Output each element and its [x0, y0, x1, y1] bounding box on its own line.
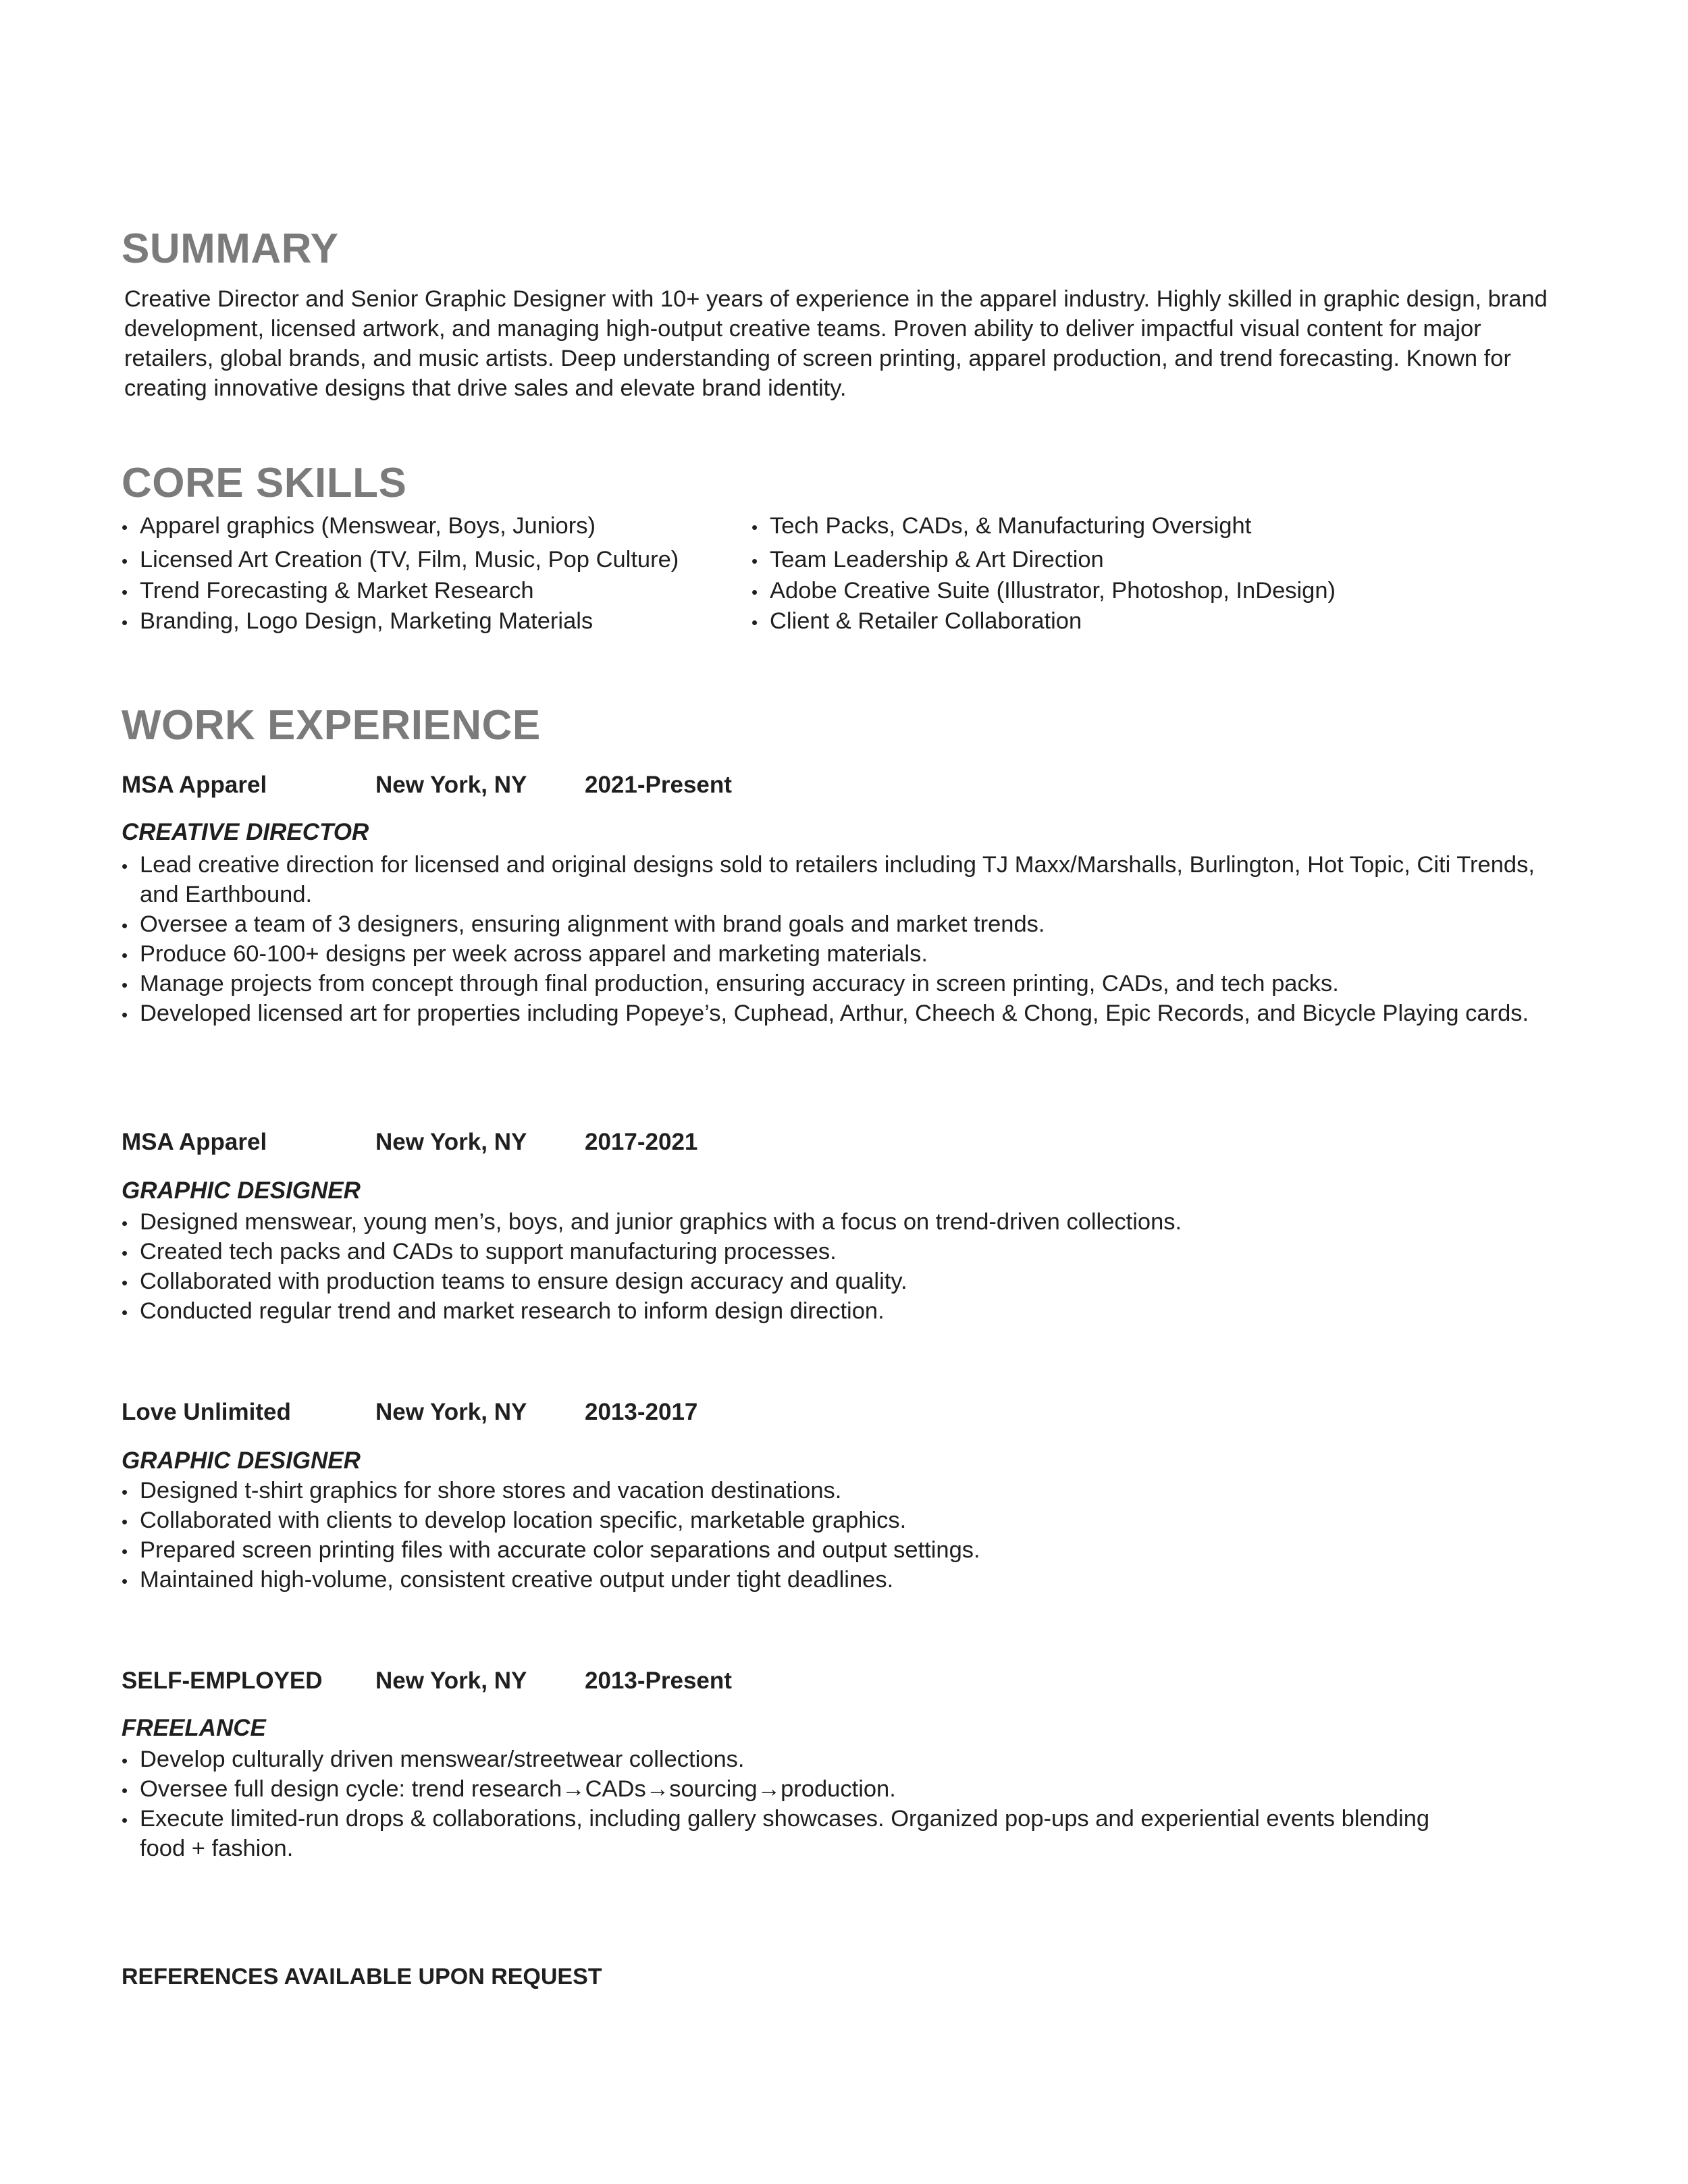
- job-dates: 2013-2017: [585, 1399, 698, 1425]
- job-header: [122, 1397, 1580, 1427]
- bullet-item: • Conducted regular trend and market research to inform design direction.: [122, 1296, 1580, 1326]
- bullet-item: • Designed t-shirt graphics for shore stores and vacation destinations.: [122, 1476, 1580, 1506]
- skill-item: • Trend Forecasting & Market Research: [122, 576, 534, 606]
- bullet-item: • Develop culturally driven menswear/streetwear collections.: [122, 1744, 1445, 1774]
- company-name: Love Unlimited: [122, 1399, 291, 1425]
- references-note: REFERENCES AVAILABLE UPON REQUEST: [122, 1964, 602, 1990]
- skill-item: • Tech Packs, CADs, & Manufacturing Oversight: [751, 511, 1251, 541]
- job-dates: 2013-Present: [585, 1668, 732, 1694]
- job-title: GRAPHIC DESIGNER: [122, 1447, 361, 1474]
- job-dates: 2021-Present: [585, 772, 732, 798]
- bullet-item: • Produce 60-100+ designs per week across apparel and marketing materials.: [122, 939, 1580, 969]
- bullet-item: • Designed menswear, young men’s, boys, and junior graphics with a focus on trend-driven collections.: [122, 1207, 1580, 1237]
- bullet-item: • Maintained high-volume, consistent creative output under tight deadlines.: [122, 1565, 1580, 1595]
- job-bullets: [122, 1476, 1580, 1595]
- company-name: MSA Apparel: [122, 1129, 267, 1155]
- job-title: GRAPHIC DESIGNER: [122, 1177, 361, 1204]
- bullet-item: • Developed licensed art for properties including Popeye’s, Cuphead, Arthur, Cheech & Chong, Epic Records, and Bicycle Playing cards.: [122, 998, 1580, 1028]
- company-name: MSA Apparel: [122, 772, 267, 798]
- skill-item: • Apparel graphics (Menswear, Boys, Juniors): [122, 511, 596, 541]
- job-entry: [122, 1666, 1580, 1861]
- job-dates: 2017-2021: [585, 1129, 698, 1155]
- bullet-item: • Collaborated with clients to develop location specific, marketable graphics.: [122, 1506, 1580, 1535]
- job-title: FREELANCE: [122, 1715, 266, 1741]
- company-name: SELF-EMPLOYED: [122, 1668, 323, 1694]
- job-header: [122, 770, 1580, 800]
- bullet-item: • Manage projects from concept through final production, ensuring accuracy in screen printing, CADs, and tech packs.: [122, 969, 1580, 998]
- job-entry: [122, 1127, 1580, 1324]
- bullet-item: • Lead creative direction for licensed and original designs sold to retailers including TJ Maxx/Marshalls, Burlington, Hot Topic, Citi Trends, and Earthbound.: [122, 850, 1580, 909]
- job-location: New York, NY: [375, 1668, 527, 1694]
- bullet-item: • Created tech packs and CADs to support manufacturing processes.: [122, 1237, 1580, 1267]
- job-title: CREATIVE DIRECTOR: [122, 819, 369, 845]
- core-skills-heading: CORE SKILLS: [122, 460, 407, 506]
- skill-item: • Adobe Creative Suite (Illustrator, Photoshop, InDesign): [751, 576, 1336, 606]
- job-location: New York, NY: [375, 1399, 527, 1425]
- skill-item: • Branding, Logo Design, Marketing Materials: [122, 606, 593, 636]
- job-entry: [122, 1397, 1580, 1593]
- job-bullets: [122, 1207, 1580, 1326]
- job-header: [122, 1666, 1580, 1696]
- summary-text: Creative Director and Senior Graphic Designer with 10+ years of experience in the apparel industry. Highly skilled in graphic design, brand development, licensed artwork, and managing high-output creative teams. Proven ability to deliver impactful visual content for major retailers, global brands, and music artists. Deep understanding of screen printing, apparel production, and trend forecasting. Known for creating innovative designs that drive sales and elevate brand identity.: [124, 286, 1548, 401]
- job-location: New York, NY: [375, 772, 527, 798]
- bullet-item: • Oversee full design cycle: trend research→CADs→sourcing→production.: [122, 1774, 1445, 1804]
- job-bullets: [122, 1744, 1445, 1863]
- bullet-item: • Oversee a team of 3 designers, ensuring alignment with brand goals and market trends.: [122, 909, 1580, 939]
- job-bullets: [122, 850, 1580, 1028]
- skill-item: • Team Leadership & Art Direction: [751, 545, 1104, 575]
- bullet-item: • Execute limited-run drops & collaborations, including gallery showcases. Organized pop-ups and experiential events blending food + fashion.: [122, 1804, 1445, 1863]
- skill-item: • Client & Retailer Collaboration: [751, 606, 1082, 636]
- work-experience-heading: WORK EXPERIENCE: [122, 702, 541, 749]
- skill-item: • Licensed Art Creation (TV, Film, Music, Pop Culture): [122, 545, 679, 575]
- summary-heading: SUMMARY: [122, 225, 339, 272]
- job-entry: [122, 770, 1580, 1026]
- bullet-item: • Prepared screen printing files with accurate color separations and output settings.: [122, 1535, 1580, 1565]
- job-header: [122, 1127, 1580, 1157]
- bullet-item: • Collaborated with production teams to ensure design accuracy and quality.: [122, 1267, 1580, 1296]
- job-location: New York, NY: [375, 1129, 527, 1155]
